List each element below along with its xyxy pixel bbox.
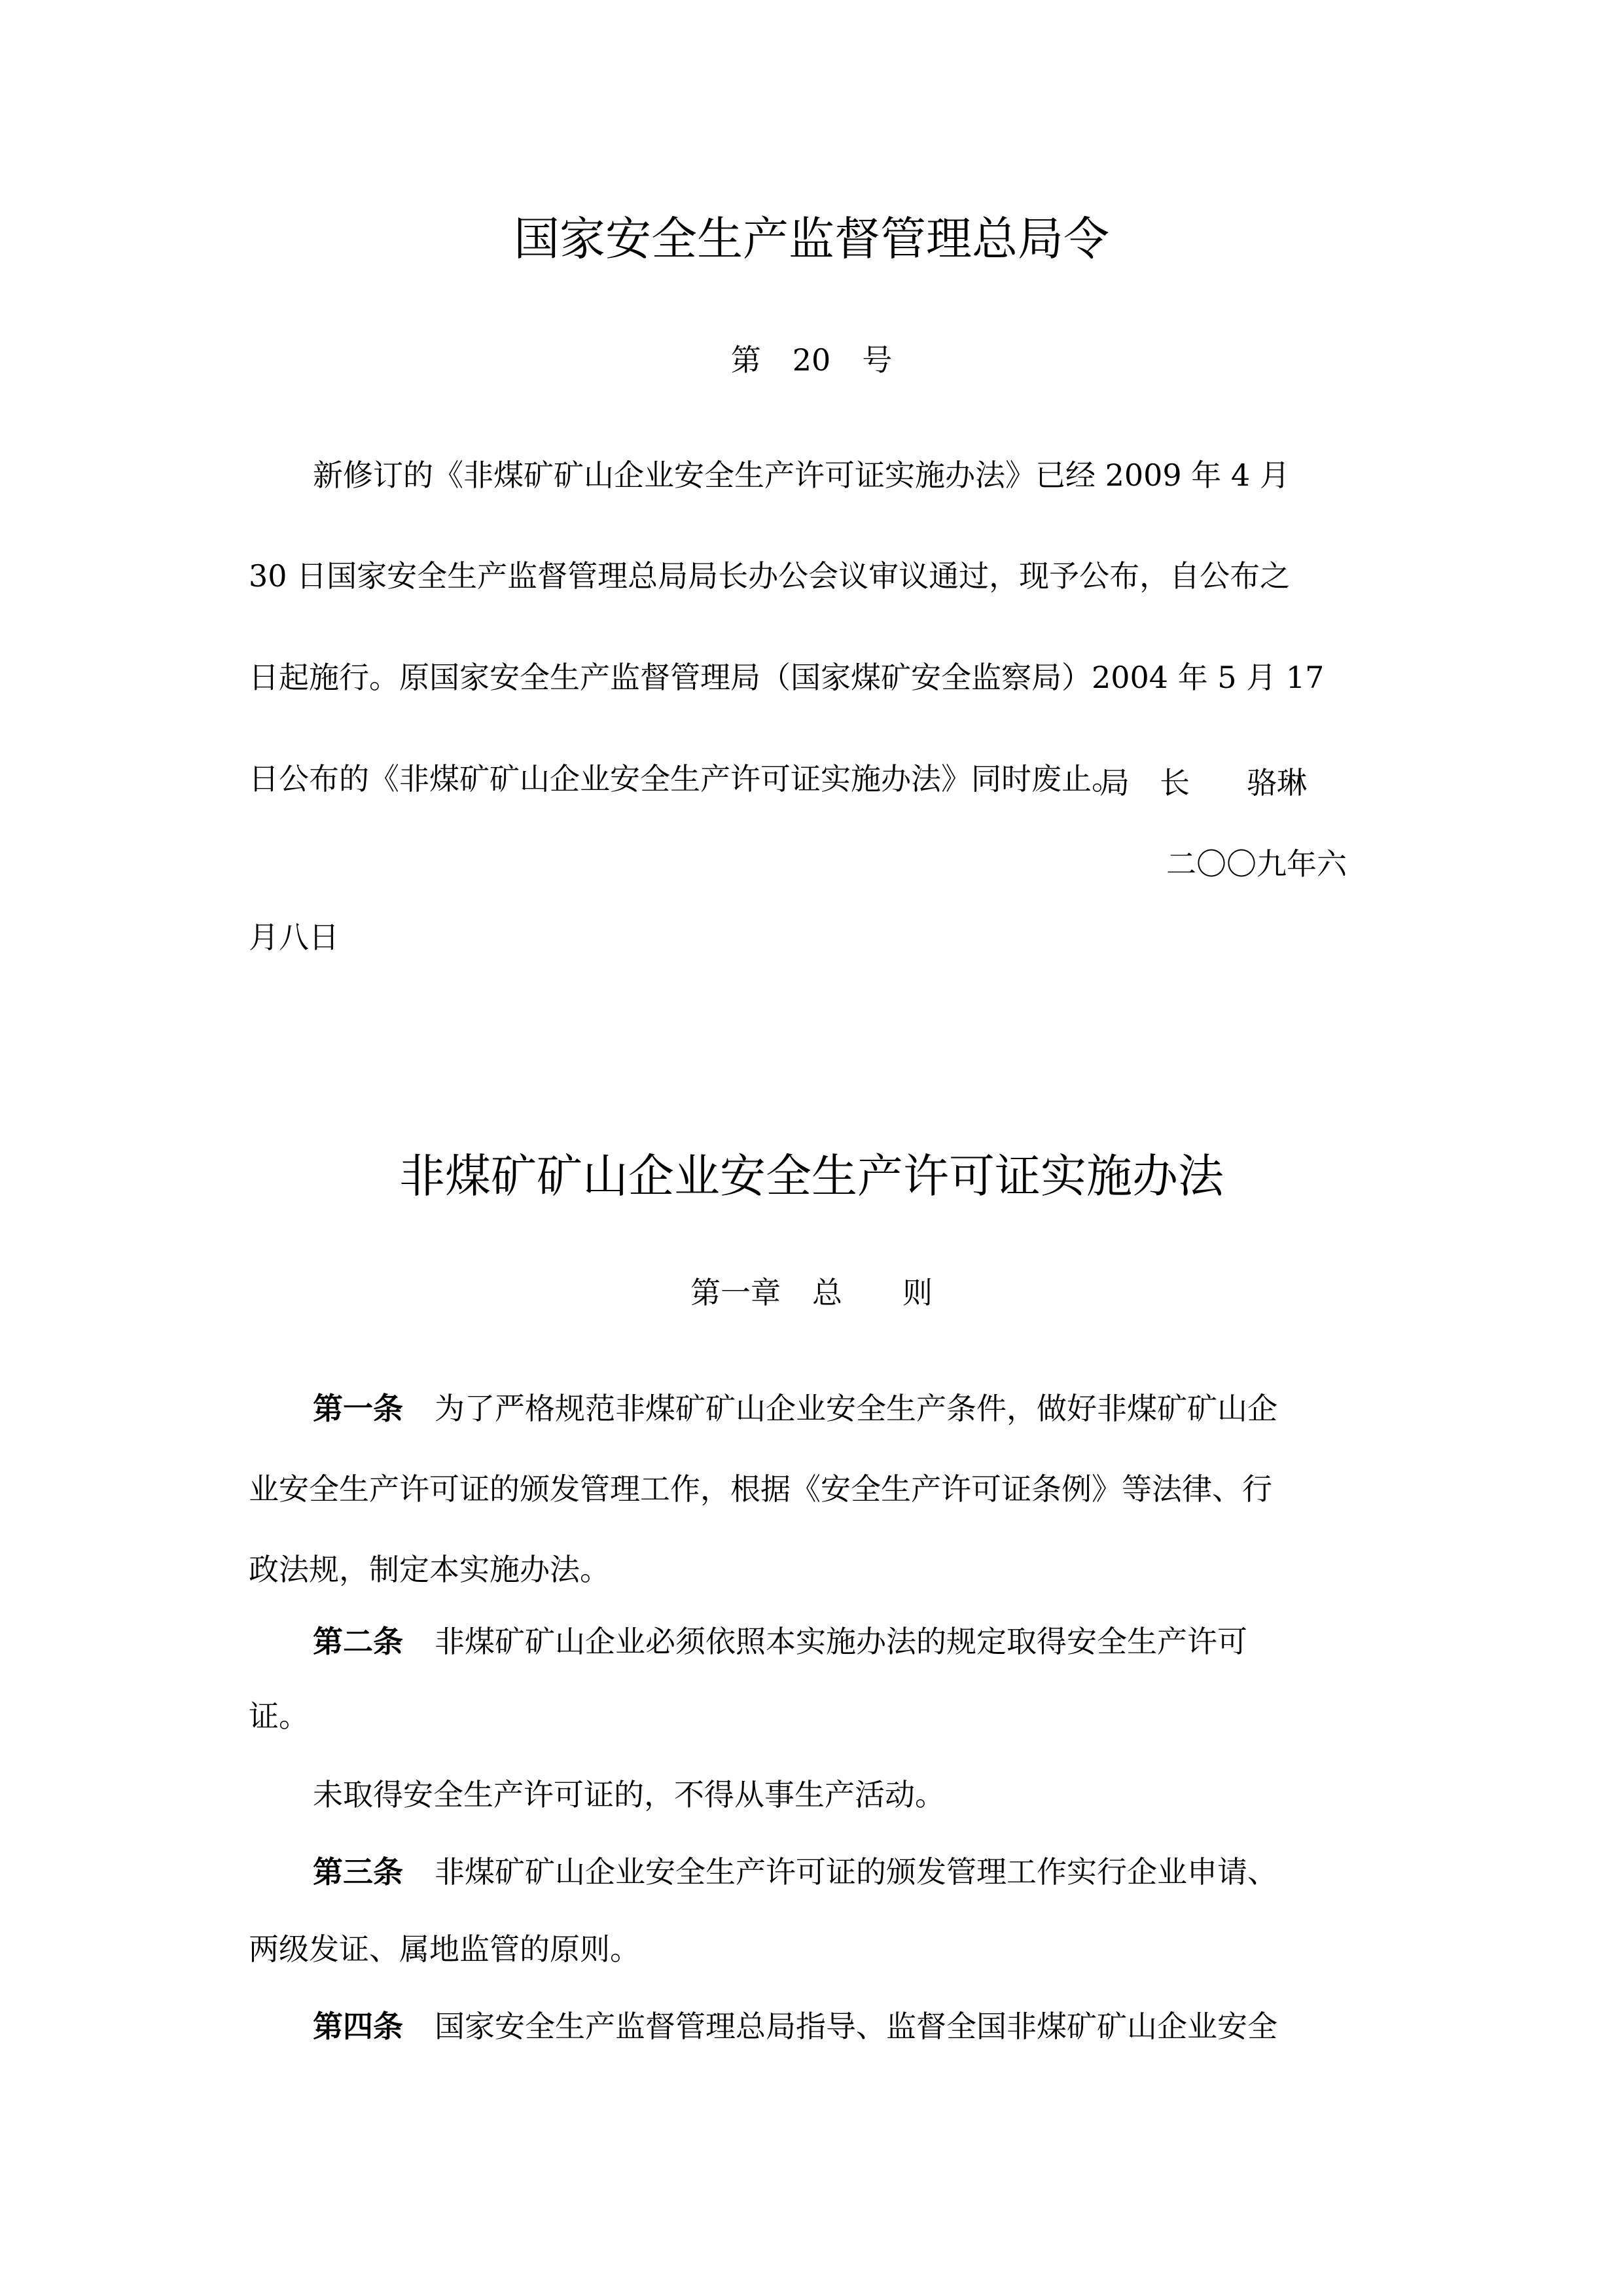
article-line: 政法规，制定本实施办法。	[249, 1552, 610, 1587]
article-paragraph: 未取得安全生产许可证的，不得从事生产活动。	[313, 1777, 945, 1812]
article-text: 非煤矿矿山企业必须依照本实施办法的规定取得安全生产许可	[435, 1624, 1247, 1659]
chapter-number: 第一章	[690, 1275, 781, 1310]
article-text: 国家安全生产监督管理总局指导、监督全国非煤矿矿山企业安全	[435, 2009, 1277, 2044]
order-title: 国家安全生产监督管理总局令	[514, 212, 1109, 266]
article-text: 非煤矿矿山企业安全生产许可证的颁发管理工作实行企业申请、	[435, 1854, 1277, 1890]
order-number-value: 20	[792, 342, 831, 378]
article-first-line	[313, 1389, 1277, 1428]
order-body-line: 30 日国家安全生产监督管理总局局长办公会议审议通过，现予公布，自公布之	[249, 558, 1291, 594]
order-date-line2: 月八日	[249, 920, 339, 955]
article-line: 业安全生产许可证的颁发管理工作，根据《安全生产许可证条例》等法律、行	[249, 1471, 1272, 1507]
article-label: 第三条	[313, 1854, 403, 1890]
article-first-line	[313, 1622, 1247, 1661]
article-line: 两级发证、属地监管的原则。	[249, 1931, 640, 1967]
order-body-line: 日公布的《非煤矿矿山企业安全生产许可证实施办法》同时废止。	[249, 761, 1122, 797]
regulation-title: 非煤矿矿山企业安全生产许可证实施办法	[399, 1149, 1224, 1203]
chapter-title: 总 则	[812, 1275, 933, 1310]
order-body-line: 日起施行。原国家安全生产监督管理局（国家煤矿安全监察局）2004 年 5 月 17	[249, 660, 1325, 695]
signatory-title: 局 长	[1099, 765, 1190, 800]
order-date-line1: 二〇〇九年六	[1166, 846, 1347, 882]
article-first-line	[313, 1852, 1277, 1892]
order-number-suffix: 号	[862, 342, 893, 378]
signatory-name: 骆琳	[1247, 765, 1307, 800]
article-text: 为了严格规范非煤矿矿山企业安全生产条件，做好非煤矿矿山企	[435, 1391, 1277, 1426]
article-label: 第二条	[313, 1624, 403, 1659]
chapter-heading	[0, 1273, 1623, 1312]
order-body-line: 新修订的《非煤矿矿山企业安全生产许可证实施办法》已经 2009 年 4 月	[313, 457, 1290, 493]
article-line: 证。	[249, 1698, 309, 1734]
article-first-line	[313, 2007, 1277, 2046]
order-number-prefix: 第	[730, 342, 761, 378]
article-label: 第四条	[313, 2009, 403, 2044]
order-number	[0, 340, 1623, 380]
article-label: 第一条	[313, 1391, 403, 1426]
